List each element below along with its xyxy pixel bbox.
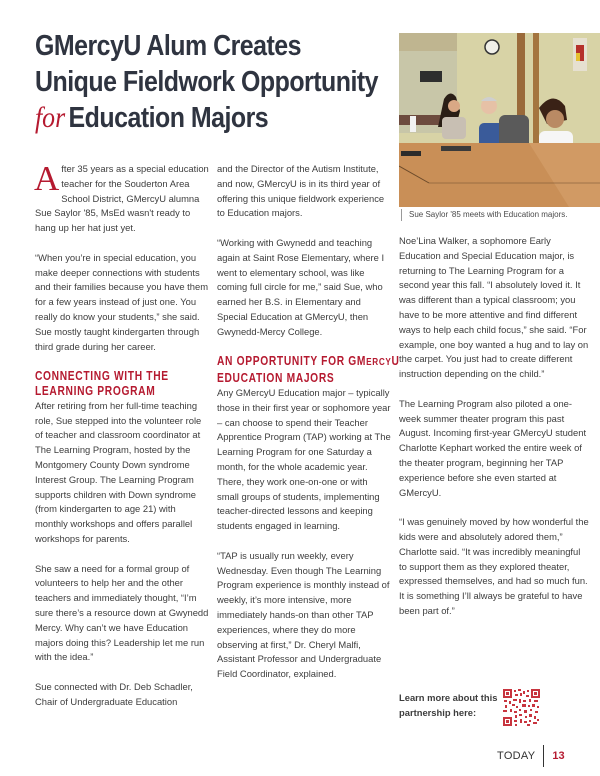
paragraph: “TAP is usually run weekly, every Wednesday. Even though The Learning Program experience is monthly instead of weekly, it’s more intensive, more immediately hands-on than other TAP experiences, where they do more observing at first,” Dr. Cheryl Malfi, Assistant Professor and Undergraduate Field Coordinator, explained.: [217, 549, 390, 680]
headline-line-2: Unique Fieldwork Opportunity: [35, 66, 379, 98]
paragraph: “When you’re in special education, you make deeper connections with students and their families because you have them for a few years instead of just one. You really do know your students,” she said. Sue mostly taught kindergarten through third grade during her career.: [35, 251, 209, 352]
paragraph: Any GMercyU Education major – typically those in their first year or sophomore year – can choose to spend their Teacher Apprentice Program (TAP) working at The Learning Program for one Saturday a month, for the whole academic year. There, they work one-on-one or with small groups of students, implementing teacher-directed lessons and keeping students engaged in learning.: [217, 386, 391, 532]
paragraph: and the Director of the Autism Institute, and now, GMercyU is in its third year of offering this unique fieldwork experience to Education majors.: [217, 163, 385, 219]
page-number: 13: [552, 750, 565, 762]
meeting-photo-illustration: [399, 33, 600, 207]
page-footer: [497, 744, 565, 768]
learn-more-text: Learn more about this partnership here:: [399, 692, 498, 718]
paragraph: She saw a need for a formal group of volunteers to help her and the other teachers and immediately thought, “I’m sure there’s a resource down at Gwynedd Mercy. Why can’t we have Education majors doing this? Leadership let me run with the idea.”: [35, 562, 209, 663]
paragraph: After retiring from her full-time teaching role, Sue stepped into the volunteer role of teacher and classroom coordinator at The Learning Program, hosted by the Montgomery County Down syndrome Interest Group. The Learning Program supports children with Down syndrome (from kindergarten to age 21) with monthly workshops and offers parallel workshops for parents.: [35, 399, 202, 544]
column-3: [399, 234, 589, 634]
subhead-connecting: CONNECTING WITH THE LEARNING PROGRAM: [35, 369, 169, 398]
paragraph: The Learning Program also piloted a one-week summer theater program this past August. Incoming first-year GMercyU student Charlotte Kephart worked the entire week of the theater program, beginning her TAP experience before she even started at GMercyU.: [399, 397, 587, 498]
headline-line-3: for Education Majors: [35, 101, 269, 134]
headline-line-1: GMercyU Alum Creates: [35, 30, 301, 62]
drop-cap: A: [34, 159, 60, 198]
article-photo: [399, 33, 600, 207]
headline: [35, 28, 379, 136]
paragraph: Noe’Lina Walker, a sophomore Early Education and Special Education major, is returning to The Learning Program for a second year this fall. “I absolutely loved it. It was different than a typical classroom; you have to be more attentive and find different ways to help each child focus,” she said. “For example, one boy wanted a hug and to lay on the carpet. You just had to create different instruction depending on the child.”: [399, 235, 589, 380]
paragraph: “I was genuinely moved by how wonderful the kids were and absolutely adored them,” Charlotte said. “It was incredibly meaningful to support them as they explored theater, expressed themselves, and had so much fun. It is something I’ll always be grateful to have been part of.”: [399, 516, 589, 616]
subhead-opportunity: AN OPPORTUNITY FOR GMERCYU EDUCATION MAJORS: [217, 354, 400, 386]
intro-paragraph: After 35 years as a special education teacher for the Souderton Area School District, GMercyU alumna Sue Saylor '85, MsEd wasn't ready to hang up her hat just yet.: [34, 159, 209, 234]
column-2: [217, 162, 400, 697]
headline-for: for: [35, 101, 66, 134]
paragraph: Sue connected with Dr. Deb Schadler, Chair of Undergraduate Education: [35, 680, 193, 707]
footer-divider: [543, 745, 544, 767]
paragraph: “Working with Gwynedd and teaching again at Saint Rose Elementary, where I went to elementary school, was like coming full circle for me,” said Sue, who earned her B.S. in Elementary and Special Education at GMercyU, then Gwynedd-Mercy College.: [217, 236, 385, 337]
column-1: [34, 159, 211, 724]
qr-code-icon[interactable]: [503, 689, 540, 726]
publication-name: TODAY: [497, 750, 536, 762]
photo-caption: Sue Saylor '85 meets with Education majors.: [401, 209, 568, 221]
